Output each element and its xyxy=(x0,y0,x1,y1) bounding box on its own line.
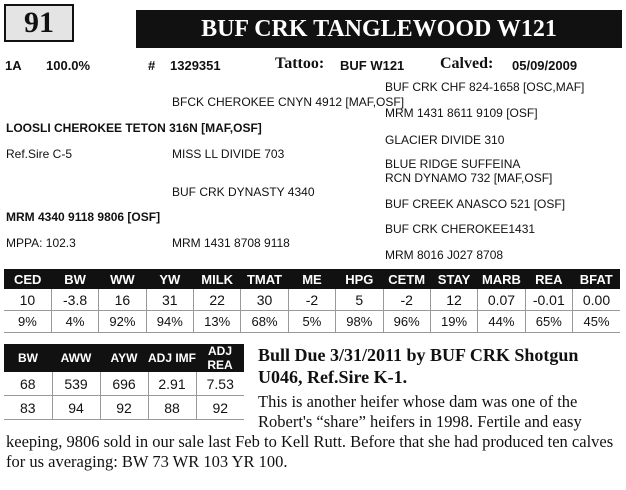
pedigree-dss: RCN DYNAMO 732 [MAF,OSF] xyxy=(385,171,553,185)
ratio-value: 539 xyxy=(52,372,100,396)
reg-prefix: # xyxy=(148,58,156,73)
percent-value: 100.0% xyxy=(46,58,91,73)
animal-name-title: BUF CRK TANGLEWOOD W121 xyxy=(136,10,622,48)
calved-date: 05/09/2009 xyxy=(512,58,578,73)
epd-header: STAY xyxy=(430,269,477,289)
pedigree-sire-dam: MISS LL DIVIDE 703 xyxy=(172,147,285,161)
tattoo-value: BUF W121 xyxy=(340,58,405,73)
epd-header: TMAT xyxy=(241,269,288,289)
epd-value: 22 xyxy=(194,289,241,311)
epd-header: YW xyxy=(146,269,193,289)
epd-percentile: 96% xyxy=(383,311,430,333)
ratio-header-row xyxy=(4,344,244,372)
ratio-ratio: 92 xyxy=(196,396,244,420)
epd-percentile: 4% xyxy=(51,311,98,333)
pedigree-ddd: MRM 8016 J027 8708 xyxy=(385,248,504,262)
epd-percentile: 68% xyxy=(241,311,288,333)
epd-value: 31 xyxy=(146,289,193,311)
epd-value: 0.00 xyxy=(573,289,621,311)
pedigree-sds: GLACIER DIVIDE 310 xyxy=(385,133,505,147)
epd-header: ME xyxy=(288,269,335,289)
description-full: keeping, 9806 sold in our sale last Feb to Kell Rutt. Before that she had produced ten calves for us averaging: BW 73 WR 103 YR 100. xyxy=(6,432,614,471)
epd-table xyxy=(4,269,620,333)
ratio-ratio: 83 xyxy=(4,396,52,420)
epd-header: MARB xyxy=(478,269,525,289)
ratio-value: 68 xyxy=(4,372,52,396)
pedigree-sire: LOOSLI CHEROKEE TETON 316N [MAF,OSF] xyxy=(6,121,262,135)
bull-due-note: Bull Due 3/31/2011 by BUF CRK Shotgun U046, Ref.Sire K-1. xyxy=(258,345,579,387)
epd-header: WW xyxy=(99,269,146,289)
epd-value: 12 xyxy=(430,289,477,311)
epd-header: HPG xyxy=(336,269,383,289)
ratio-ratio: 88 xyxy=(148,396,196,420)
pedigree-sdd: BLUE RIDGE SUFFEINA xyxy=(385,157,521,171)
epd-percentile: 92% xyxy=(99,311,146,333)
pedigree-dds: BUF CRK CHEROKEE1431 xyxy=(385,222,536,236)
epd-value: 5 xyxy=(336,289,383,311)
pedigree-dam-dam: MRM 1431 8708 9118 xyxy=(172,236,290,250)
lot-number: 91 xyxy=(4,4,74,42)
epd-percentile: 9% xyxy=(4,311,51,333)
ratio-value: 7.53 xyxy=(196,372,244,396)
ratio-ratio: 92 xyxy=(100,396,148,420)
pedigree-ssd: MRM 1431 8611 9109 [OSF] xyxy=(385,106,538,120)
ratio-header: ADJ IMF xyxy=(148,344,196,372)
pedigree-sire-ref: Ref.Sire C-5 xyxy=(6,147,73,161)
epd-header: CETM xyxy=(383,269,430,289)
pedigree-dsd: BUF CREEK ANASCO 521 [OSF] xyxy=(385,197,566,211)
ratio-header: AWW xyxy=(52,344,100,372)
epd-percentile: 45% xyxy=(573,311,621,333)
ratio-value-row xyxy=(4,372,244,396)
epd-value: -0.01 xyxy=(525,289,572,311)
epd-header: BW xyxy=(51,269,98,289)
epd-value: -2 xyxy=(383,289,430,311)
epd-percentile-row xyxy=(4,311,620,333)
epd-value: 30 xyxy=(241,289,288,311)
pedigree-dam-mppa: MPPA: 102.3 xyxy=(6,236,76,250)
description-right: This is another heifer whose dam was one of the Robert's “share” heifers in 1998. Fertile and easy xyxy=(258,392,582,431)
epd-percentile: 5% xyxy=(288,311,335,333)
ratio-header: ADJ REA xyxy=(196,344,244,372)
epd-value: 10 xyxy=(4,289,51,311)
ratio-value: 696 xyxy=(100,372,148,396)
calved-label: Calved: xyxy=(440,55,494,72)
pedigree-dam-sire: BUF CRK DYNASTY 4340 xyxy=(172,185,315,199)
tattoo-label: Tattoo: xyxy=(275,55,325,72)
ratio-ratio: 94 xyxy=(52,396,100,420)
epd-value: 0.07 xyxy=(478,289,525,311)
epd-header: REA xyxy=(525,269,572,289)
epd-percentile: 65% xyxy=(525,311,572,333)
epd-header: MILK xyxy=(194,269,241,289)
pedigree-sire-sire: BFCK CHEROKEE CNYN 4912 [MAF,OSF] xyxy=(172,95,405,109)
class-code: 1A xyxy=(5,58,22,73)
epd-percentile: 44% xyxy=(478,311,525,333)
epd-header: CED xyxy=(4,269,51,289)
ratio-table xyxy=(4,344,244,420)
ratio-value: 2.91 xyxy=(148,372,196,396)
pedigree-sss: BUF CRK CHF 824-1658 [OSC,MAF] xyxy=(385,80,585,94)
pedigree-dam: MRM 4340 9118 9806 [OSF] xyxy=(6,210,161,224)
epd-percentile: 98% xyxy=(336,311,383,333)
epd-percentile: 13% xyxy=(194,311,241,333)
ratio-ratio-row xyxy=(4,396,244,420)
registration-number: 1329351 xyxy=(170,58,221,73)
epd-header: BFAT xyxy=(573,269,621,289)
epd-percentile: 94% xyxy=(146,311,193,333)
epd-percentile: 19% xyxy=(430,311,477,333)
epd-value: -3.8 xyxy=(51,289,98,311)
epd-value-row xyxy=(4,289,620,311)
ratio-header: AYW xyxy=(100,344,148,372)
epd-header-row xyxy=(4,269,620,289)
epd-value: 16 xyxy=(99,289,146,311)
epd-value: -2 xyxy=(288,289,335,311)
ratio-header: BW xyxy=(4,344,52,372)
